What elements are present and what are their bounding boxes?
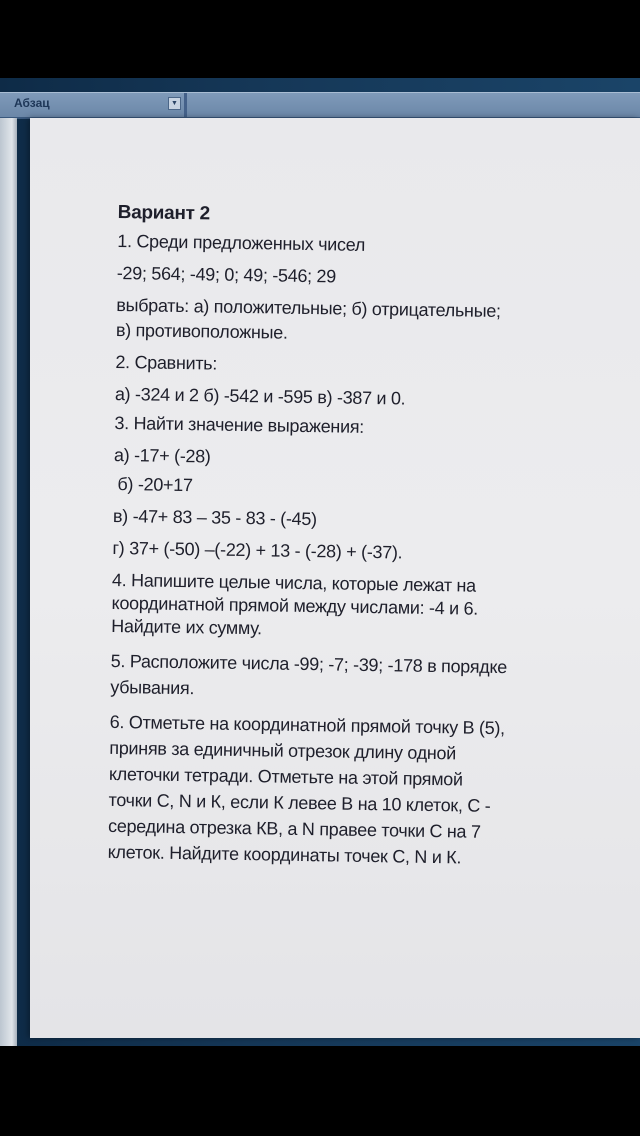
photo-of-monitor xyxy=(0,78,640,1046)
task-2-items: а) -324 и 2 б) -542 и -595 в) -387 и 0. xyxy=(114,383,406,409)
paragraph-style-label: Абзац xyxy=(14,96,50,110)
task-4-line-1: 4. Напишите целые числа, которые лежат на xyxy=(111,569,476,596)
task-6-line-5: середина отрезка КВ, а N правее точки С на 7 xyxy=(107,815,481,842)
task-4-line-3: Найдите их сумму. xyxy=(111,615,263,639)
task-5-line-1: 5. Расположите числа -99; -7; -39; -178 в порядке xyxy=(110,650,508,678)
document-page xyxy=(30,118,640,1038)
toolbar-divider xyxy=(184,93,187,117)
task-6-line-2: приняв за единичный отрезок длину одной xyxy=(109,737,457,764)
task-sheet xyxy=(107,198,617,875)
word-toolbar xyxy=(0,92,640,119)
task-1-opposite: в) противоположные. xyxy=(115,319,288,343)
left-side-panel xyxy=(0,118,17,1046)
task-4-line-2: координатной прямой между числами: -4 и 6. xyxy=(111,592,479,619)
task-6-line-6: клеток. Найдите координаты точек С, N и К. xyxy=(107,841,462,868)
task-1-numbers: -29; 564; -49; 0; 49; -546; 29 xyxy=(116,262,337,287)
task-3-g: г) 37+ (-50) –(-22) + 13 - (-28) + (-37). xyxy=(112,537,403,563)
task-6-line-3: клеточки тетради. Отметьте на этой прямой xyxy=(108,763,463,790)
task-3-a: а) -17+ (-28) xyxy=(113,444,211,467)
task-6-line-1: 6. Отметьте на координатной прямой точку В (5), xyxy=(109,711,505,739)
task-3-heading: 3. Найти значение выражения: xyxy=(114,412,365,437)
task-6-line-4: точки С, N и К, если К левее В на 10 клеток, С - xyxy=(108,789,491,816)
task-3-v: в) -47+ 83 – 35 - 83 - (-45) xyxy=(112,505,317,530)
variant-title: Вариант 2 xyxy=(117,201,211,225)
task-1-heading: 1. Среди предложенных чисел xyxy=(117,230,366,255)
task-3-b: б) -20+17 xyxy=(117,474,193,496)
dropdown-arrow-icon[interactable]: ▼ xyxy=(168,97,181,110)
task-2-heading: 2. Сравнить: xyxy=(115,351,218,374)
task-1-choose: выбрать: а) положительные; б) отрицательные; xyxy=(116,294,501,322)
task-5-line-2: убывания. xyxy=(110,676,195,699)
